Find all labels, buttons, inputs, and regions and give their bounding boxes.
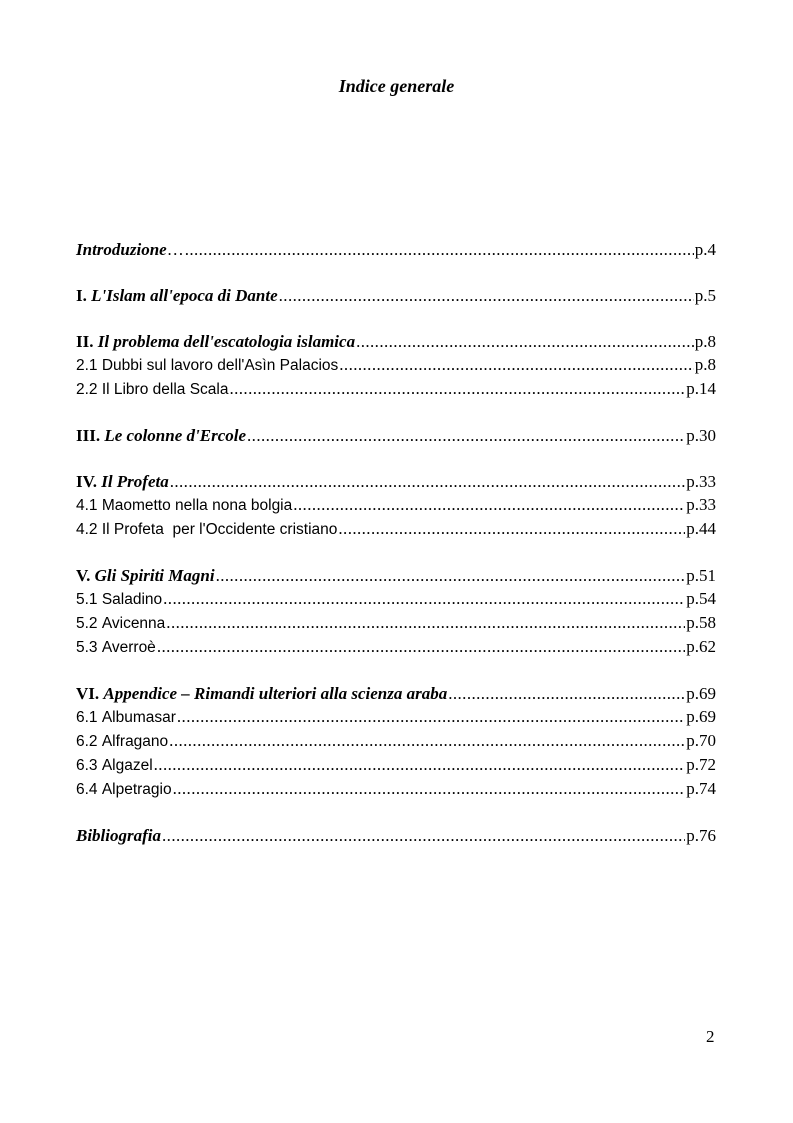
toc-entry-title: Alfragano bbox=[101, 733, 169, 750]
toc-entry-number: 6.2 bbox=[76, 733, 98, 750]
toc-entry-title: Maometto nella nona bolgia bbox=[101, 497, 293, 514]
toc-entry-title: Introduzione bbox=[76, 240, 167, 259]
toc-entry-section-6-3[interactable] bbox=[76, 753, 716, 777]
leader-dots bbox=[185, 238, 694, 261]
page-number: 2 bbox=[706, 1027, 715, 1046]
toc-entry-introduzione[interactable] bbox=[76, 238, 716, 261]
toc-entry-page: p.30 bbox=[686, 426, 716, 445]
toc-entry-number: 2.1 bbox=[76, 357, 98, 374]
toc-entry-number: 4.1 bbox=[76, 497, 98, 514]
toc-entry-number: V. bbox=[76, 566, 91, 585]
toc-entry-section-2-1[interactable] bbox=[76, 353, 716, 377]
toc-entry-number: II. bbox=[76, 332, 94, 351]
toc-entry-page: p.8 bbox=[694, 355, 716, 374]
toc-entry-page: p.44 bbox=[686, 519, 716, 538]
leader-dots bbox=[293, 493, 685, 516]
leader-dots bbox=[356, 330, 694, 353]
toc-entry-title: Il Libro della Scala bbox=[101, 381, 229, 398]
toc-entry-section-5-3[interactable] bbox=[76, 635, 716, 659]
toc-entry-page: p.33 bbox=[686, 495, 716, 514]
table-of-contents bbox=[76, 238, 716, 847]
leader-dots bbox=[448, 682, 685, 705]
toc-entry-page: p.69 bbox=[686, 684, 716, 703]
leader-dots bbox=[170, 470, 686, 493]
toc-entry-title: Appendice – Rimandi ulteriori alla scienza araba bbox=[103, 684, 448, 703]
leader-dots bbox=[154, 753, 686, 776]
toc-entry-title: L'Islam all'epoca di Dante bbox=[91, 286, 278, 305]
toc-entry-chapter-1[interactable] bbox=[76, 284, 716, 307]
toc-entry-chapter-5[interactable] bbox=[76, 564, 716, 587]
toc-entry-number: III. bbox=[76, 426, 101, 445]
toc-entry-number: I. bbox=[76, 286, 87, 305]
toc-entry-number: 5.1 bbox=[76, 591, 98, 608]
toc-entry-chapter-2[interactable] bbox=[76, 330, 716, 353]
toc-entry-chapter-6[interactable] bbox=[76, 682, 716, 705]
toc-entry-page: p.74 bbox=[686, 779, 716, 798]
toc-entry-title: Avicenna bbox=[101, 615, 166, 632]
toc-entry-chapter-4[interactable] bbox=[76, 470, 716, 493]
toc-entry-title: Algazel bbox=[101, 757, 153, 774]
toc-entry-section-6-1[interactable] bbox=[76, 705, 716, 729]
toc-entry-number: IV. bbox=[76, 472, 97, 491]
toc-entry-title: Il problema dell'escatologia islamica bbox=[97, 332, 356, 351]
toc-entry-title: Saladino bbox=[101, 591, 163, 608]
toc-entry-page: p.58 bbox=[686, 613, 716, 632]
toc-entry-page: p.54 bbox=[686, 589, 716, 608]
toc-entry-title: Albumasar bbox=[101, 709, 176, 726]
toc-entry-section-4-1[interactable] bbox=[76, 493, 716, 517]
toc-entry-page: p.33 bbox=[686, 472, 716, 491]
toc-entry-page: p.72 bbox=[686, 755, 716, 774]
leader-dots bbox=[279, 284, 694, 307]
toc-entry-section-4-2[interactable] bbox=[76, 517, 716, 541]
toc-entry-chapter-3[interactable] bbox=[76, 424, 716, 447]
toc-entry-page: p.14 bbox=[686, 379, 716, 398]
leader-dots bbox=[339, 353, 693, 376]
toc-entry-page: p.70 bbox=[686, 731, 716, 750]
toc-entry-title: Il Profeta bbox=[101, 472, 169, 491]
toc-entry-section-2-2[interactable] bbox=[76, 377, 716, 401]
toc-entry-page: p.51 bbox=[686, 566, 716, 585]
toc-entry-section-6-2[interactable] bbox=[76, 729, 716, 753]
leader-dots bbox=[169, 729, 685, 752]
leader-dots bbox=[216, 564, 686, 587]
page-title: Indice generale bbox=[338, 76, 455, 96]
toc-entry-title: Dubbi sul lavoro dell'Asìn Palacios bbox=[101, 357, 339, 374]
toc-entry-page: p.8 bbox=[694, 332, 716, 351]
toc-entry-bibliografia[interactable] bbox=[76, 824, 716, 847]
toc-entry-section-5-2[interactable] bbox=[76, 611, 716, 635]
leader-dots bbox=[247, 424, 685, 447]
toc-entry-section-5-1[interactable] bbox=[76, 587, 716, 611]
leader-dots bbox=[229, 377, 685, 400]
toc-entry-number: 6.4 bbox=[76, 781, 98, 798]
toc-entry-page: p.76 bbox=[686, 826, 716, 845]
toc-entry-number: 6.3 bbox=[76, 757, 98, 774]
toc-entry-number: 2.2 bbox=[76, 381, 98, 398]
leader-dots bbox=[157, 635, 685, 658]
toc-entry-number: 6.1 bbox=[76, 709, 98, 726]
toc-entry-ellipsis: … bbox=[166, 240, 184, 259]
leader-dots bbox=[163, 587, 685, 610]
leader-dots bbox=[173, 777, 686, 800]
toc-entry-number: 5.3 bbox=[76, 639, 98, 656]
toc-entry-page: p.4 bbox=[694, 240, 716, 259]
leader-dots bbox=[162, 824, 685, 847]
toc-entry-number: 5.2 bbox=[76, 615, 98, 632]
toc-entry-title: Bibliografia bbox=[76, 826, 162, 845]
toc-entry-page: p.5 bbox=[694, 286, 716, 305]
toc-entry-section-6-4[interactable] bbox=[76, 777, 716, 801]
toc-entry-title: Gli Spiriti Magni bbox=[94, 566, 215, 585]
leader-dots bbox=[338, 517, 685, 540]
toc-entry-title: Il Profeta per l'Occidente cristiano bbox=[101, 521, 338, 538]
toc-entry-title: Averroè bbox=[101, 639, 156, 656]
leader-dots bbox=[177, 705, 685, 728]
leader-dots bbox=[166, 611, 685, 634]
toc-entry-page: p.62 bbox=[686, 637, 716, 656]
toc-entry-number: VI. bbox=[76, 684, 100, 703]
toc-entry-number: 4.2 bbox=[76, 521, 98, 538]
toc-entry-page: p.69 bbox=[686, 707, 716, 726]
toc-entry-title: Alpetragio bbox=[101, 781, 172, 798]
toc-entry-title: Le colonne d'Ercole bbox=[104, 426, 247, 445]
